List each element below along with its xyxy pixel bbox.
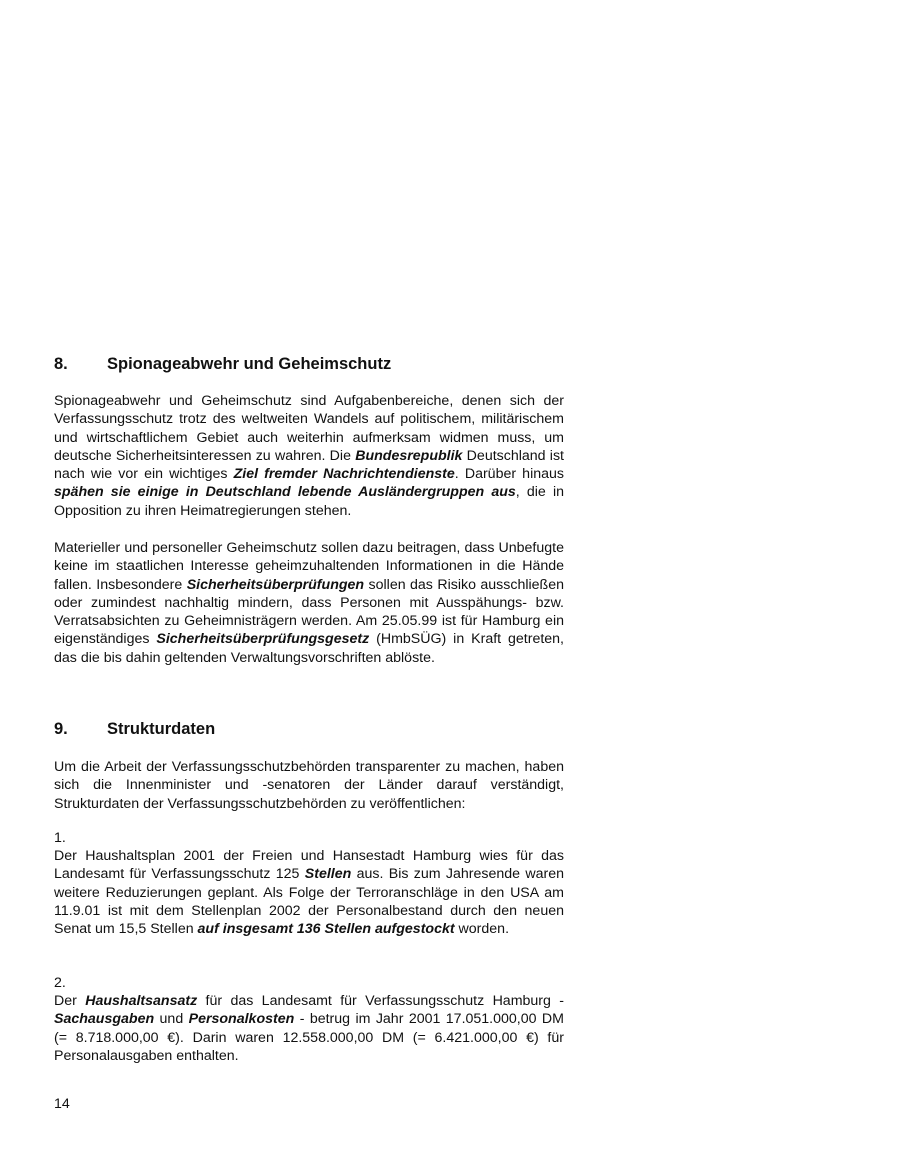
emphasis-text: Haushaltsansatz bbox=[85, 993, 198, 1009]
section-9-heading bbox=[54, 719, 564, 739]
body-text: für das Landesamt für Verfassungsschutz Hamburg - bbox=[197, 993, 564, 1009]
document-page bbox=[54, 0, 564, 1165]
emphasis-text: auf insgesamt 136 Stellen aufgestockt bbox=[197, 921, 455, 938]
emphasis-text: Ziel fremder Nachrichtendienste bbox=[233, 466, 455, 483]
body-text: aus. Bis zum Jahresende waren weitere Reduzierungen geplant. Als Folge der Terroranschläge in den USA am 11.9.01 ist mit dem Stellenplan 2002 der Personalbestand durch den neuen Senat um 15,5 Stellen bbox=[54, 866, 565, 938]
item-2-text bbox=[54, 992, 564, 1065]
section-8-paragraph-2 bbox=[54, 539, 564, 667]
body-text: Der Haushaltsplan 2001 der Freien und Hansestadt Hamburg wies für das Landesamt für Verfassungsschutz 125 bbox=[54, 848, 564, 883]
body-text: . Darüber hinaus bbox=[454, 466, 564, 483]
body-text: Materieller und personeller Geheimschutz sollen dazu beitragen, dass Unbefugte keine im staatlichen Interesse geheimzuhaltenden Informationen in die Hände fallen. Insbesondere bbox=[54, 540, 564, 593]
section-8-heading bbox=[54, 354, 564, 374]
section-9-title: Strukturdaten bbox=[107, 720, 216, 738]
body-text: , die in Opposition zu ihren Heimatregierungen stehen. bbox=[54, 484, 564, 519]
section-9-number: 9. bbox=[54, 720, 68, 738]
body-text: Um die Arbeit der Verfassungsschutzbehörden transparenter zu machen, haben sich die Innenminister und -senatoren der Länder darauf verständigt, Strukturdaten der Verfassungsschutzbehörden zu veröffentlichen: bbox=[54, 759, 564, 812]
item-2-label: 2. bbox=[54, 975, 66, 991]
body-text: Spionageabwehr und Geheimschutz sind Aufgabenbereiche, denen sich der Verfassungsschutz trotz des weltweiten Wandels auf politischem, militärischem und wirtschaftlichem Gebiet auch weiterhin aufmerksam widmen muss, um deutsche Sicherheitsinteressen zu wahren. Die bbox=[54, 393, 564, 464]
emphasis-text: spähen sie einige in Deutschland lebende Ausländergruppen aus bbox=[54, 484, 516, 501]
emphasis-text: Personalkosten bbox=[188, 1011, 295, 1028]
section-8-title: Spionageabwehr und Geheimschutz bbox=[107, 355, 392, 373]
body-text: Deutschland ist nach wie vor ein wichtiges bbox=[54, 447, 564, 483]
section-9-intro bbox=[54, 758, 564, 813]
body-text: worden. bbox=[454, 921, 510, 938]
emphasis-text: Stellen bbox=[304, 866, 352, 883]
emphasis-text: Sicherheitsüberprüfungsgesetz bbox=[156, 631, 370, 648]
body-text: und bbox=[154, 1011, 189, 1028]
body-text: (HmbSÜG) in Kraft getreten, das die bis dahin geltenden Verwaltungsvorschriften ablöste. bbox=[54, 631, 565, 666]
section-8-paragraph-1 bbox=[54, 392, 564, 520]
body-text: - betrug im Jahr 2001 17.051.000,00 DM (= 8.718.000,00 €). Darin waren 12.558.000,00 DM (= 6.421.000,00 €) für Personalausgaben enthalten. bbox=[54, 1011, 564, 1064]
emphasis-text: Sicherheitsüberprüfungen bbox=[186, 576, 365, 593]
section-8-number: 8. bbox=[54, 355, 68, 373]
item-1-text bbox=[54, 847, 564, 938]
emphasis-text: Bundesrepublik bbox=[355, 447, 463, 464]
body-text: sollen das Risiko ausschließen oder zumindest nachhaltig mindern, dass Personen mit Ausspähungs- bzw. Verratsabsichten zu Geheimnisträgern werden. Am 25.05.99 ist für Hamburg ein eigenständiges bbox=[54, 576, 564, 648]
emphasis-text: Sachausgaben bbox=[54, 1011, 155, 1028]
item-1-label: 1. bbox=[54, 830, 66, 846]
body-text: Der bbox=[54, 993, 86, 1009]
page-number: 14 bbox=[54, 1096, 70, 1112]
